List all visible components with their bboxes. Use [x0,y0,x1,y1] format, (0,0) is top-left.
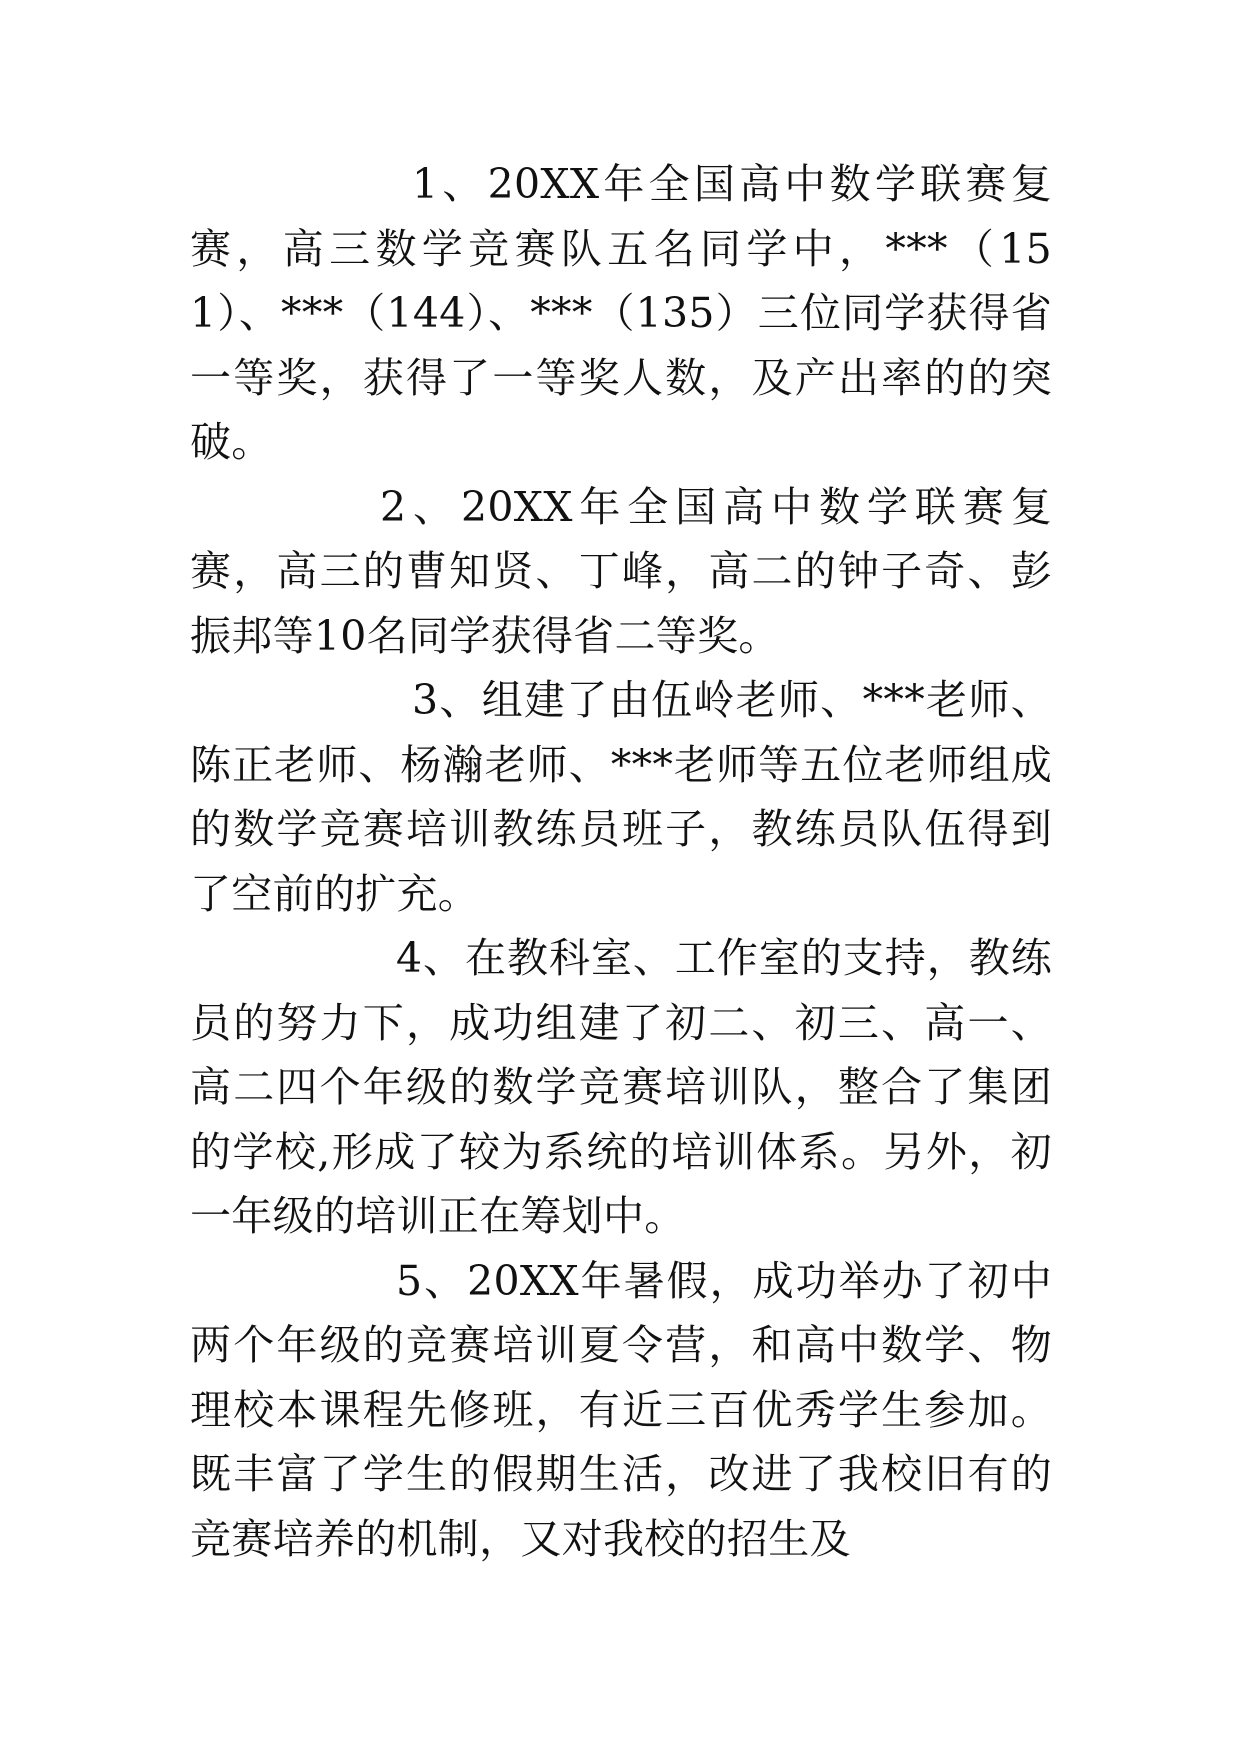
paragraph-1: 1、20XX年全国高中数学联赛复赛，高三数学竞赛队五名同学中，***（151）、***（144）、***（135）三位同学获得省一等奖，获得了一等奖人数，及产出率的的突破。 [190,160,1052,466]
paragraph-3: 3、组建了由伍岭老师、***老师、陈正老师、杨瀚老师、***老师等五位老师组成的数学竞赛培训教练员班子，教练员队伍得到了空前的扩充。 [190,676,1052,918]
paragraph-5: 5、20XX年暑假，成功举办了初中两个年级的竞赛培训夏令营，和高中数学、物理校本课程先修班，有近三百优秀学生参加。既丰富了学生的假期生活，改进了我校旧有的竞赛培养的机制，又对我校的招生及 [190,1256,1052,1563]
paragraph-4: 4、在教科室、工作室的支持，教练员的努力下，成功组建了初二、初三、高一、高二四个年级的数学竞赛培训队，整合了集团的学校,形成了较为系统的培训体系。另外，初一年级的培训正在筹划中。 [190,934,1052,1240]
document-body [190,152,1052,1571]
paragraph-2: 2、20XX年全国高中数学联赛复赛，高三的曹知贤、丁峰，高二的钟子奇、彭振邦等10名同学获得省二等奖。 [190,482,1052,660]
